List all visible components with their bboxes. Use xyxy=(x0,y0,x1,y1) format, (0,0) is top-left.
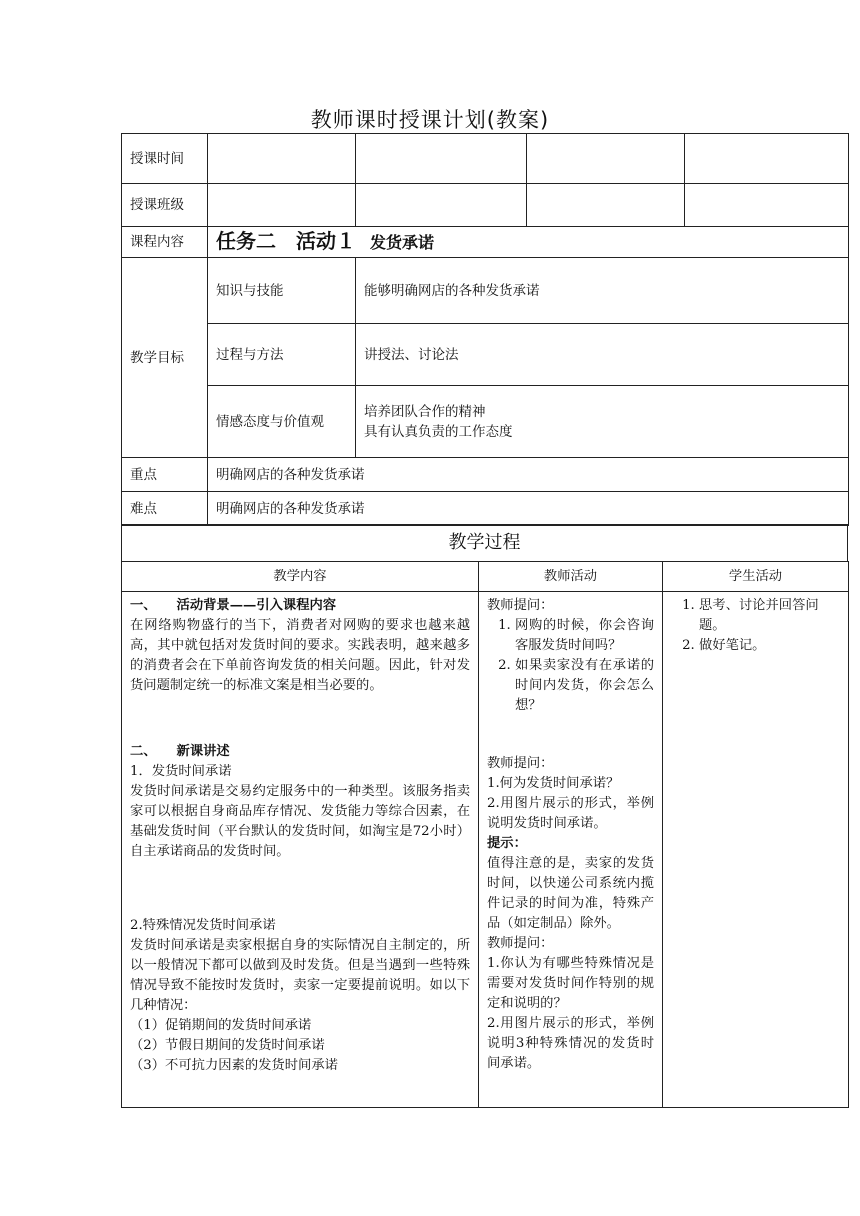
key-value: 明确网店的各种发货承诺 xyxy=(208,458,849,492)
goal-3-line-2: 具有认真负责的工作态度 xyxy=(364,423,513,440)
diff-label: 难点 xyxy=(122,492,208,526)
process-table xyxy=(121,561,849,1108)
case-item-3: （3）不可抗力因素的发货时间承诺 xyxy=(130,1058,338,1073)
goal-row-1 xyxy=(122,258,849,324)
class-cell-1 xyxy=(208,184,356,227)
teaching-content-cell xyxy=(122,592,479,1108)
tip-text: 值得注意的是，卖家的发货时间，以快递公司系统内揽件记录的时间为准，特殊产品（如定制品）除外。 xyxy=(487,856,654,931)
tip-label: 提示： xyxy=(487,836,527,851)
goal-1-value: 能够明确网店的各种发货承诺 xyxy=(356,258,849,324)
section-2-text-2: 发货时间承诺是卖家根据自身的实际情况自主制定的，所以一般情况下都可以做到及时发货。但是当遇到一些特殊情况导致不能按时发货时，卖家一定要提前说明。如以下几种情况： xyxy=(130,938,470,1013)
case-item-1: （1）促销期间的发货时间承诺 xyxy=(130,1018,312,1033)
col-student-header: 学生活动 xyxy=(663,562,849,592)
student-activity-item: 1. 思考、讨论并回答问题。 xyxy=(699,596,840,636)
class-row xyxy=(122,184,849,227)
goal-2-value: 讲授法、讨论法 xyxy=(356,324,849,386)
student-activity-list xyxy=(671,596,840,656)
page-title: 教师课时授课计划(教案) xyxy=(310,108,550,132)
process-heading: 教学过程 xyxy=(122,525,848,562)
process-heading-table xyxy=(121,524,848,562)
student-activity-cell xyxy=(663,592,849,1108)
case-item-2: （2）节假日期间的发货时间承诺 xyxy=(130,1038,325,1053)
goal-3-label: 情感态度与价值观 xyxy=(208,386,356,458)
class-label: 授课班级 xyxy=(122,184,208,227)
key-row xyxy=(122,458,849,492)
teacher-question-3-line: 1.你认为有哪些特殊情况是需要对发货时间作特别的规定和说明的？ xyxy=(487,956,654,1011)
teacher-question-1-item: 2. 如果卖家没有在承诺的时间内发货，你会怎么想？ xyxy=(515,656,654,716)
goal-3-line-1: 培养团队合作的精神 xyxy=(364,403,486,420)
goal-row-3 xyxy=(122,386,849,458)
class-cell-3 xyxy=(527,184,685,227)
teacher-question-2-label: 教师提问： xyxy=(487,756,554,771)
teacher-question-1-label: 教师提问： xyxy=(487,598,554,613)
section-2-sub-2: 2.特殊情况发货时间承诺 xyxy=(130,918,276,933)
diff-value: 明确网店的各种发货承诺 xyxy=(208,492,849,526)
time-cell-3 xyxy=(527,134,685,184)
time-cell-1 xyxy=(208,134,356,184)
goal-row-2 xyxy=(122,324,849,386)
section-2-sub-1: 1．发货时间承诺 xyxy=(130,764,232,779)
col-teacher-header: 教师活动 xyxy=(479,562,663,592)
time-cell-2 xyxy=(356,134,527,184)
diff-row xyxy=(122,492,849,526)
time-label: 授课时间 xyxy=(122,134,208,184)
section-2-text-1: 发货时间承诺是交易约定服务中的一种类型。该服务指卖家可以根据自身商品库存情况、发货能力等综合因素，在基础发货时间（平台默认的发货时间，如淘宝是72小时）自主承诺商品的发货时间。 xyxy=(130,784,470,859)
teacher-question-3-line: 2.用图片展示的形式，举例说明3种特殊情况的发货时间承诺。 xyxy=(487,1016,654,1071)
goal-label: 教学目标 xyxy=(122,258,208,458)
col-content-header: 教学内容 xyxy=(122,562,479,592)
section-2-title: 二、 新课讲述 xyxy=(130,744,230,759)
class-cell-2 xyxy=(356,184,527,227)
student-activity-item: 2. 做好笔记。 xyxy=(699,636,840,656)
section-1-text: 在网络购物盛行的当下，消费者对网购的要求也越来越高，其中就包括对发货时间的要求。实践表明，越来越多的消费者会在下单前咨询发货的相关问题。因此，针对发货问题制定统一的标准文案是相当必要的。 xyxy=(130,618,470,693)
task-subtitle: 发货承诺 xyxy=(370,232,435,252)
teacher-question-3-label: 教师提问： xyxy=(487,936,554,951)
goal-2-label: 过程与方法 xyxy=(208,324,356,386)
goal-1-label: 知识与技能 xyxy=(208,258,356,324)
task-cell xyxy=(208,227,849,258)
task-title: 任务二 活动１ xyxy=(216,228,356,253)
teacher-activity-cell xyxy=(479,592,663,1108)
time-row xyxy=(122,134,849,184)
section-1-title: 一、 活动背景——引入课程内容 xyxy=(130,598,337,613)
goal-3-value xyxy=(356,386,849,458)
process-body-row xyxy=(122,592,849,1108)
teacher-question-2-line: 1.何为发货时间承诺？ xyxy=(487,776,620,791)
class-cell-4 xyxy=(685,184,849,227)
info-table xyxy=(121,133,849,526)
key-label: 重点 xyxy=(122,458,208,492)
teacher-question-1-item: 1. 网购的时候，你会咨询客服发货时间吗？ xyxy=(515,616,654,656)
teacher-question-1-list xyxy=(487,616,654,716)
content-label: 课程内容 xyxy=(122,227,208,258)
process-header-row xyxy=(122,562,849,592)
content-row xyxy=(122,227,849,258)
teacher-question-2-line: 2.用图片展示的形式，举例说明发货时间承诺。 xyxy=(487,796,654,831)
time-cell-4 xyxy=(685,134,849,184)
